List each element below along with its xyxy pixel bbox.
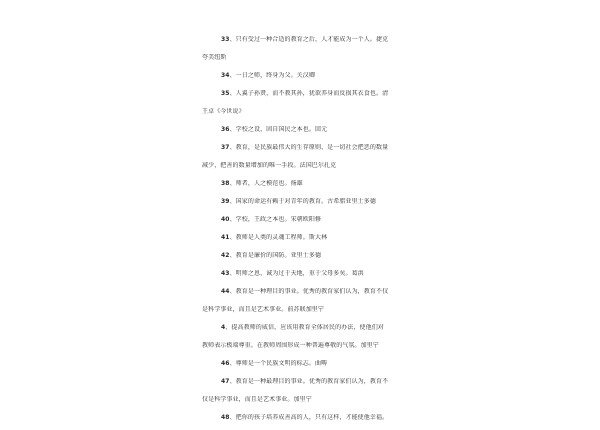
item-number: 34 xyxy=(221,72,230,79)
list-item: 38、师者，人之模范也。扬雄 xyxy=(221,180,303,187)
item-number: 42 xyxy=(221,252,230,259)
item-text: 教育是一种理目的事业。优秀的教育家们认为，教育不仅 xyxy=(235,288,389,295)
item-number: 47 xyxy=(221,378,230,385)
item-number: 37 xyxy=(221,144,230,151)
list-item: 43、明师之恩，诚为过于天地，重于父母多矣。葛洪 xyxy=(221,270,364,277)
item-number: 36 xyxy=(221,126,230,133)
item-continuation: 仅是科学事业，而且是艺术事业。加里宁 xyxy=(202,396,312,403)
item-continuation: 教师表示极端尊重。在教师周围形成一种普遍尊敬的气氛。加里宁 xyxy=(202,342,379,349)
item-number: 35 xyxy=(221,90,230,97)
list-item: 33、只有受过一种合适的教育之后，人才能成为一个人。捷克 夸美纽斯 xyxy=(202,36,402,61)
quote-list xyxy=(202,36,402,430)
item-text: 师者，人之模范也。扬雄 xyxy=(235,180,303,187)
item-number: 46 xyxy=(221,360,230,367)
item-text: 教育是廉价的国防。亚里士多德 xyxy=(235,252,322,259)
item-continuation: 是科学事业，而且是艺术事业。前苏联加里宁 xyxy=(202,306,325,313)
item-number: 44 xyxy=(221,288,230,295)
item-text: 教育是一种最理目的事业。优秀的教育家们认为，教育不 xyxy=(235,378,389,385)
item-text: 教师是人类的灵魂工程师。斯大林 xyxy=(235,234,328,241)
item-number: 41 xyxy=(221,234,230,241)
item-number: 48 xyxy=(221,414,230,421)
item-text: 明师之恩，诚为过于天地，重于父母多矣。葛洪 xyxy=(235,270,364,277)
item-continuation: 王卓《今世说》 xyxy=(202,108,245,115)
list-item: 37、教育，是民族最伟大的生存原则，是一切社会把恶的数量 减少，把善的数量增加的唯一手段。法国巴尔扎克 xyxy=(202,144,402,169)
item-text: 尊师是一个民族文明的标志。曲畴 xyxy=(235,360,328,367)
item-text: 教育，是民族最伟大的生存原则，是一切社会把恶的数量 xyxy=(235,144,389,151)
list-item: 36、学校之设，固自国民之本也。回元 xyxy=(221,126,328,133)
list-item: 48、把你的孩子培养成善高的人，只有这样，才能使他幸福。 xyxy=(221,414,389,421)
item-text: 国家的命运有赖于对青年的教育。古希腊亚里士多德 xyxy=(235,198,376,205)
item-text: 学校之设，固自国民之本也。回元 xyxy=(235,126,328,133)
item-text: 学校，王政之本也。宋朝欧阳修 xyxy=(235,216,322,223)
list-item: 46、尊师是一个民族文明的标志。曲畴 xyxy=(221,360,328,367)
list-item: 39、国家的命运有赖于对青年的教育。古希腊亚里士多德 xyxy=(221,198,376,205)
item-number: 43 xyxy=(221,270,230,277)
list-item: 34、一日之师，终身为父。关汉卿 xyxy=(221,72,315,79)
item-text: 一日之师，终身为父。关汉卿 xyxy=(235,72,315,79)
list-item: 44、教育是一种理目的事业。优秀的教育家们认为，教育不仅 是科学事业，而且是艺术事业。前苏联加里宁 xyxy=(202,288,402,313)
item-text: 人翼子孙贤，而不教其孙，犹欲养身而反损其衣食也。 xyxy=(235,90,383,97)
list-item: 4、提高教师的威信，应该用教育全体居民的办法，使他们对 教师表示极端尊重。在教师周围形成一种普遍尊敬的气氛。加里宁 xyxy=(202,324,402,349)
item-text: 只有受过一种合适的教育之后，人才能成为一个人。 xyxy=(235,36,376,43)
item-continuation: 夸美纽斯 xyxy=(202,54,227,61)
list-item: 42、教育是廉价的国防。亚里士多德 xyxy=(221,252,322,259)
item-number: 38 xyxy=(221,180,230,187)
list-item: 40、学校，王政之本也。宋朝欧阳修 xyxy=(221,216,322,223)
item-continuation: 减少，把善的数量增加的唯一手段。法国巴尔扎克 xyxy=(202,162,337,169)
item-text: 提高教师的威信，应该用教育全体居民的办法，使他们对 xyxy=(231,324,384,331)
item-text: 把你的孩子培养成善高的人，只有这样，才能使他幸福。 xyxy=(235,414,389,421)
item-number: 39 xyxy=(221,198,230,205)
list-item: 47、教育是一种最理目的事业。优秀的教育家们认为，教育不 仅是科学事业，而且是艺术事业。加里宁 xyxy=(202,378,402,403)
item-number: 40 xyxy=(221,216,230,223)
list-item: 41、教师是人类的灵魂工程师。斯大林 xyxy=(221,234,328,241)
list-item: 35、人翼子孙贤，而不教其孙，犹欲养身而反损其衣食也。清 王卓《今世说》 xyxy=(202,90,402,115)
item-number: 4 xyxy=(221,324,226,331)
item-number: 33 xyxy=(221,36,230,43)
